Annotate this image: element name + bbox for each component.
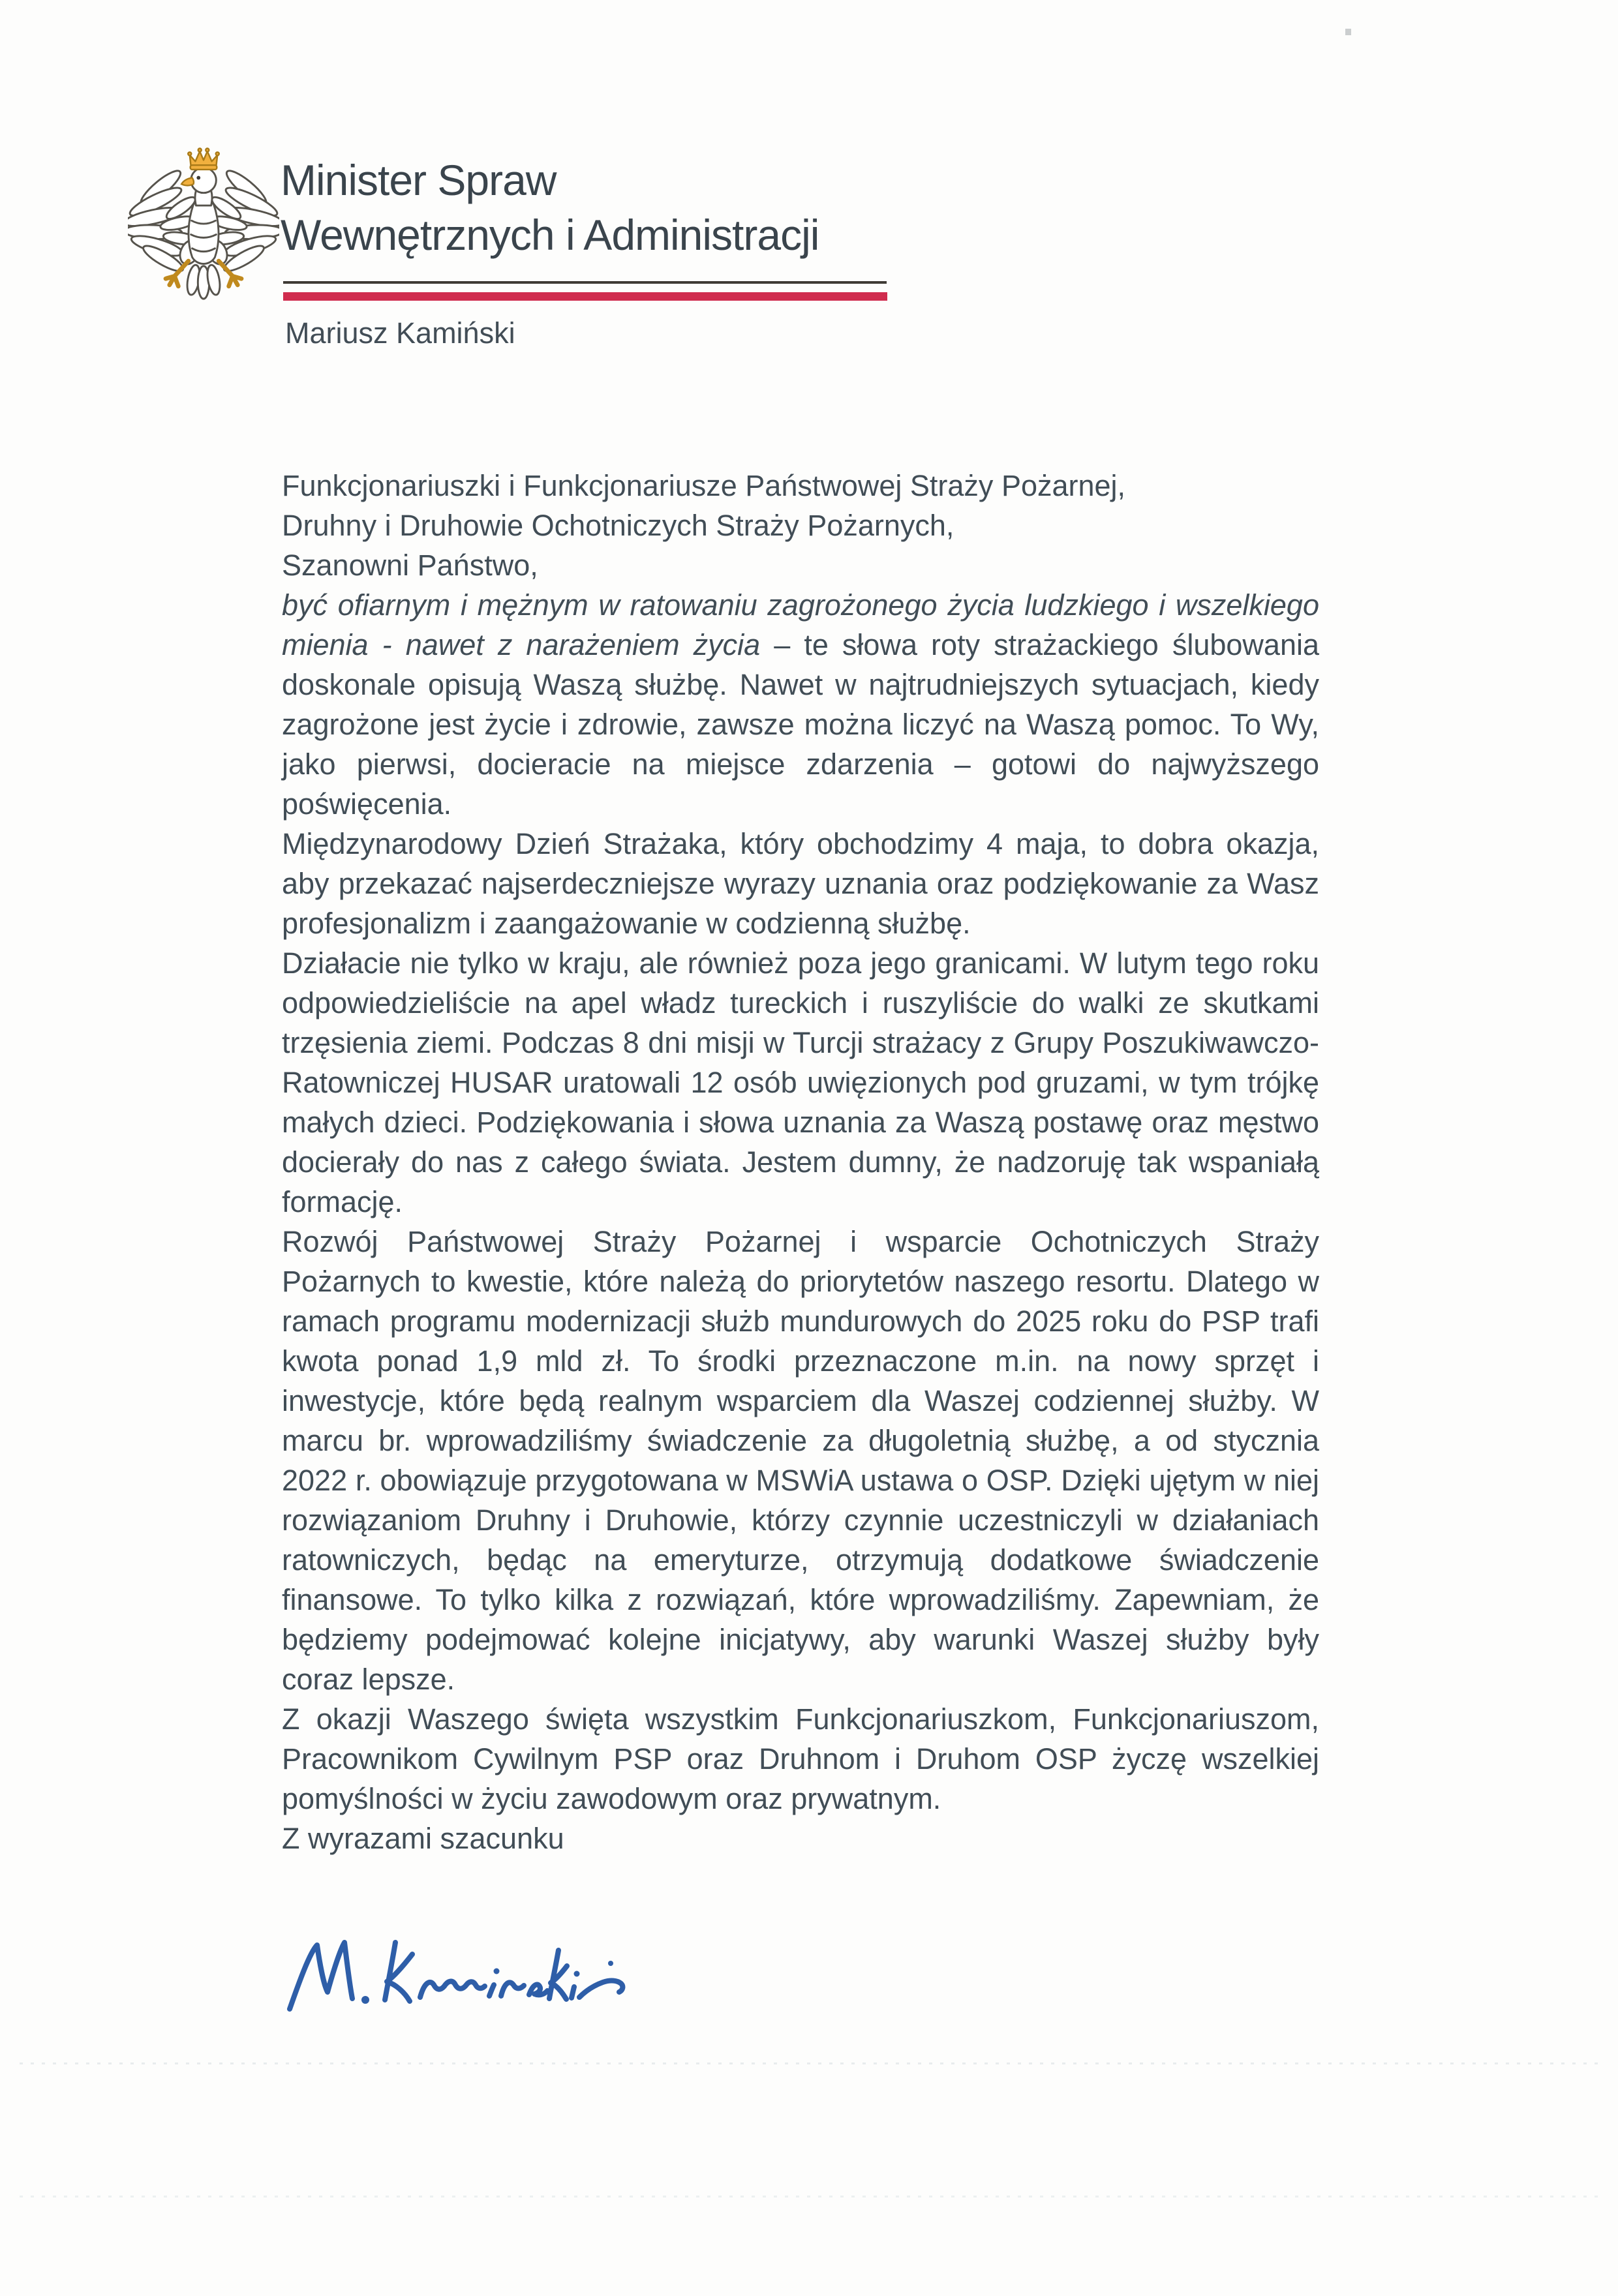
oath-quote-italic: być ofiarnym i mężnym w ratowaniu zagrożonego życia ludzkiego i wszelkiego mienia - nawet z narażeniem życia bbox=[282, 588, 1319, 661]
scan-artifact-band bbox=[20, 2062, 1598, 2064]
signature-scrawl-i bbox=[489, 1985, 494, 1996]
signature-i-dot bbox=[494, 1969, 500, 1974]
signature-scrawl-1 bbox=[420, 1982, 485, 1997]
paragraph-2: Międzynarodowy Dzień Strażaka, który obchodzimy 4 maja, to dobra okazja, aby przekazać najserdeczniejsze wyrazy uznania oraz podziękowanie za Wasz profesjonalizm i zaangażowanie w codzienną służbę. bbox=[282, 827, 1319, 940]
polish-eagle-emblem bbox=[128, 146, 279, 305]
signature-flourish bbox=[579, 1981, 622, 1997]
signature-period-dot bbox=[361, 1996, 369, 2004]
paragraph-1 bbox=[282, 585, 1319, 824]
eagle-tail bbox=[185, 264, 222, 299]
salutation-line-2: Druhny i Druhowie Ochotniczych Straży Pożarnych, bbox=[282, 509, 954, 542]
salutation-line-1: Funkcjonariuszki i Funkcjonariusze Państwowej Straży Pożarnej, bbox=[282, 469, 1126, 502]
scan-artifact-dot bbox=[1345, 29, 1351, 35]
paragraph-4: Rozwój Państwowej Straży Pożarnej i wsparcie Ochotniczych Straży Pożarnych to kwestie, które należą do priorytetów naszego resortu. Dlatego w ramach programu modernizacji służb mundurowych do 2025 roku do PSP trafi kwota ponad 1,9 mld zł. To środki przeznaczone m.in. na nowy sprzęt i inwestycje, które będą realnym wsparciem dla Waszej codziennej służby. W marcu br. wprowadziliśmy świadczenie za długoletnią służbę, a od stycznia 2022 r. obowiązuje przygotowana w MSWiA ustawa o OSP. Dzięki ujętym w niej rozwiązaniom Druhny i Druhowie, którzy czynnie uczestniczyli w działaniach ratowniczych, będąc na emeryturze, otrzymują dodatkowe świadczenie finansowe. To tylko kilka z rozwiązań, które wprowadziliśmy. Zapewniam, że będziemy podejmować kolejne inicjatywy, aby warunki Waszej służby były coraz lepsze. bbox=[282, 1225, 1319, 1696]
letter-body bbox=[282, 466, 1319, 1858]
signature-accent-dot bbox=[608, 1961, 613, 1966]
signature-scrawl-i2 bbox=[572, 1987, 574, 1998]
signature-scrawl-n bbox=[501, 1982, 524, 1996]
eagle-crown bbox=[188, 148, 219, 169]
eagle-head bbox=[191, 168, 217, 205]
paragraph-1-text: – te słowa roty strażackiego ślubowania doskonale opisują Waszą służbę. Nawet w najtrudniejszych sytuacjach, kiedy zagrożone jest życie i zdrowie, zawsze można liczyć na Waszą pomoc. To Wy, jako pierwsi, docieracie na miejsce zdarzenia – gotowi do najwyższego poświęcenia. bbox=[282, 628, 1319, 821]
salutation-line-3: Szanowni Państwo, bbox=[282, 549, 538, 582]
ministry-title-line2: Wewnętrznych i Administracji bbox=[281, 211, 819, 259]
signature-handwritten bbox=[279, 1923, 658, 2037]
ministry-title-line1: Minister Spraw bbox=[281, 156, 557, 204]
eagle-beak bbox=[181, 178, 194, 186]
closing-line: Z wyrazami szacunku bbox=[282, 1822, 564, 1855]
signature-i2-dot bbox=[574, 1971, 580, 1977]
salutation bbox=[282, 466, 1319, 585]
eagle-eye bbox=[196, 176, 200, 180]
letterhead-rule-dark bbox=[283, 281, 887, 284]
paragraph-5: Z okazji Waszego święta wszystkim Funkcjonariuszkom, Funkcjonariuszom, Pracownikom Cywilnym PSP oraz Druhnom i Druhom OSP życzę wszelkiej pomyślności w życiu zawodowym oraz prywatnym. bbox=[282, 1702, 1319, 1815]
signature-initial-m bbox=[290, 1942, 352, 2009]
scan-artifact-band bbox=[20, 2196, 1598, 2198]
signature-k-stem bbox=[385, 1942, 395, 2000]
minister-name: Mariusz Kamiński bbox=[285, 316, 515, 350]
signature-scrawl-s bbox=[529, 1985, 547, 1995]
ministry-title bbox=[281, 153, 819, 262]
paragraph-3: Działacie nie tylko w kraju, ale również poza jego granicami. W lutym tego roku odpowiedzieliście na apel władz tureckich i ruszyliście do walki ze skutkami trzęsienia ziemi. Podczas 8 dni misji w Turcji strażacy z Grupy Poszukiwawczo-Ratowniczej HUSAR uratowali 12 osób uwięzionych pod gruzami, w tym trójkę małych dzieci. Podziękowania i słowa uznania za Waszą postawę oraz męstwo docierały do nas z całego świata. Jestem dumny, że nadzoruję tak wspaniałą formację. bbox=[282, 946, 1319, 1218]
letterhead-rule-red bbox=[283, 292, 887, 301]
eagle-body bbox=[189, 200, 219, 264]
